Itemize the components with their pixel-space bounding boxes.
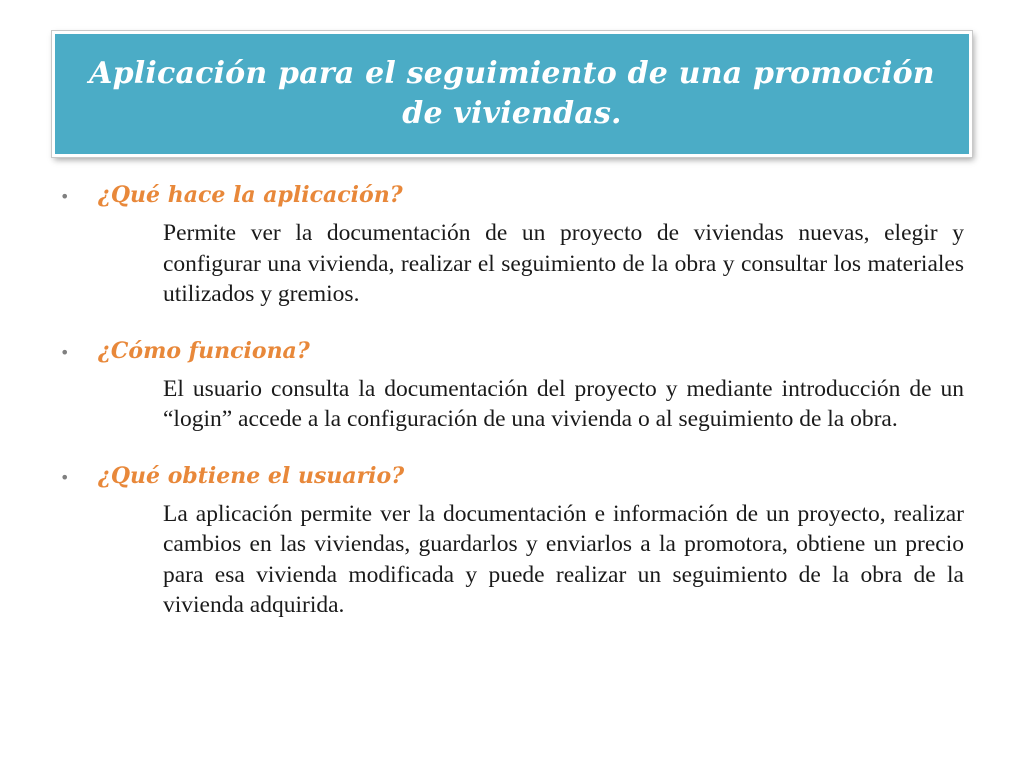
section-answer: Permite ver la documentación de un proyecto de viviendas nuevas, elegir y configurar una vivienda, realizar el seguimiento de la obra y consultar los materiales utilizados y gremios. <box>163 220 964 307</box>
bullet-icon: • <box>60 342 70 362</box>
bullet-icon: • <box>60 467 70 487</box>
slide-content <box>60 182 964 649</box>
section-question: ¿Cómo funciona? <box>98 337 310 364</box>
section-answer: El usuario consulta la documentación del proyecto y mediante introducción de un “login” accede a la configuración de una vivienda o al seguimiento de la obra. <box>163 375 964 432</box>
section-answer: La aplicación permite ver la documentación e información de un proyecto, realizar cambios en las viviendas, guardarlos y enviarlos a la promotora, obtiene un precio para esa vivienda modificada y puede realizar un seguimiento de la obra de la vivienda adquirida. <box>163 500 964 618</box>
slide-title: Aplicación para el seguimiento de una promoción de viviendas. <box>89 56 935 131</box>
section-que-hace <box>60 182 964 310</box>
section-question: ¿Qué hace la aplicación? <box>98 182 403 208</box>
section-que-obtiene <box>60 463 964 621</box>
section-como-funciona <box>60 338 964 435</box>
section-question: ¿Qué obtiene el usuario? <box>98 462 405 489</box>
bullet-icon: • <box>60 187 70 206</box>
bullet-row <box>60 182 964 218</box>
bullet-row <box>60 463 964 499</box>
bullet-row <box>60 338 964 374</box>
slide-title-box <box>52 31 972 157</box>
